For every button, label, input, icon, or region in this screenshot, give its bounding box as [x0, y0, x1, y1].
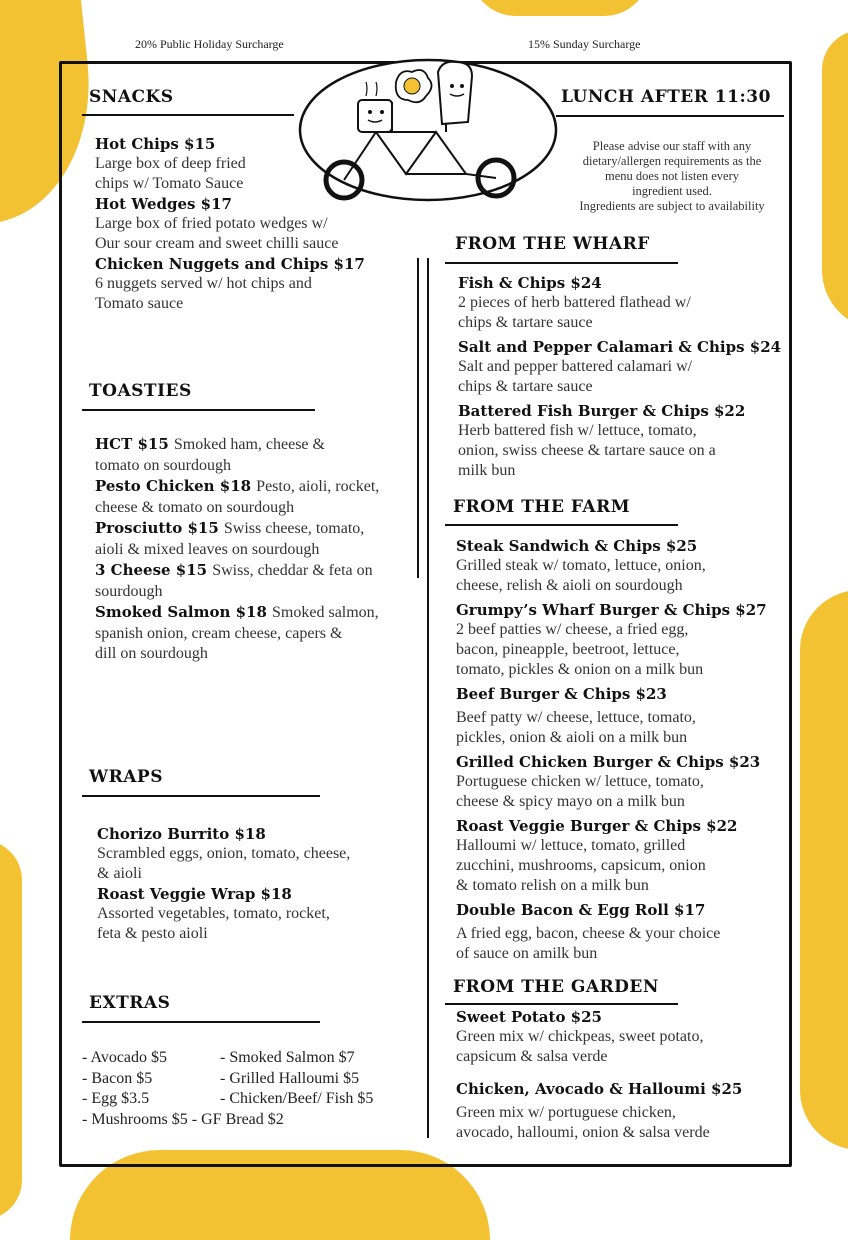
item-desc: 2 pieces of herb battered flathead w/ [458, 294, 691, 311]
item-desc: chips w/ Tomato Sauce [95, 175, 244, 192]
sunday-surcharge: 15% Sunday Surcharge [528, 37, 641, 51]
menu-item [458, 273, 788, 333]
advice-line: ingredient used. [632, 184, 712, 198]
toasties-heading: TOASTIES [89, 381, 192, 401]
wharf-rule [445, 262, 678, 264]
item-name: Fish & Chips $24 [458, 274, 602, 292]
item-desc: Green mix w/ portuguese chicken, [456, 1104, 676, 1121]
item-desc: Green mix w/ chickpeas, sweet potato, [456, 1028, 704, 1045]
item-desc: Grilled steak w/ tomato, lettuce, onion, [456, 557, 706, 574]
item-name: Steak Sandwich & Chips $25 [456, 537, 698, 555]
item-desc: Smoked salmon, [272, 604, 379, 621]
decor-blob-top-center [470, 0, 650, 16]
menu-item [95, 560, 415, 582]
item-desc: tomato on sourdough [95, 456, 231, 474]
wraps-list [97, 824, 417, 944]
item-name: Salt and Pepper Calamari & Chips $24 [458, 338, 782, 356]
extra-item: - Avocado $5 [82, 1049, 168, 1066]
menu-item [456, 752, 796, 812]
item-desc: bacon, pineapple, beetroot, lettuce, [456, 641, 680, 658]
extra-item: - Bacon $5 [82, 1069, 153, 1087]
item-desc: Herb battered fish w/ lettuce, tomato, [458, 422, 697, 439]
item-desc: cheese & spicy mayo on a milk bun [456, 793, 685, 810]
toasties-list [95, 434, 415, 665]
item-name: Pesto Chicken $18 [95, 477, 252, 495]
advice-line: Ingredients are subject to availability [579, 199, 765, 213]
item-desc: zucchini, mushrooms, capsicum, onion [456, 857, 706, 874]
decor-blob-right [800, 590, 848, 1150]
item-name: Hot Wedges $17 [95, 195, 232, 213]
item-desc: 2 beef patties w/ cheese, a fried egg, [456, 621, 689, 638]
extras-heading: EXTRAS [89, 993, 171, 1013]
item-desc: dill on sourdough [95, 645, 208, 662]
item-desc: Swiss, cheddar & feta on [212, 562, 373, 579]
extra-item: - Chicken/Beef/ Fish $5 [220, 1090, 374, 1107]
item-name: HCT $15 [95, 435, 169, 453]
advice-line: Please advise our staff with any [592, 139, 752, 153]
item-desc: & aioli [97, 865, 142, 882]
wharf-heading: FROM THE WHARF [455, 234, 650, 254]
item-desc: A fried egg, bacon, cheese & your choice [456, 925, 721, 942]
item-desc: Beef patty w/ cheese, lettuce, tomato, [456, 709, 696, 726]
item-name: Chicken, Avocado & Halloumi $25 [456, 1080, 743, 1098]
column-divider-right [427, 258, 429, 1138]
item-desc: chips & tartare sauce [458, 378, 593, 395]
item-desc: Portuguese chicken w/ lettuce, tomato, [456, 773, 704, 790]
item-name: Grumpy’s Wharf Burger & Chips $27 [456, 601, 767, 619]
extras-col-2 [220, 1048, 420, 1110]
item-desc: onion, swiss cheese & tartare sauce on a [458, 442, 716, 459]
item-desc: Halloumi w/ lettuce, tomato, grilled [456, 837, 686, 854]
item-name: Grilled Chicken Burger & Chips $23 [456, 753, 761, 771]
menu-item [456, 536, 796, 596]
advice-line: menu does not listen every [605, 169, 739, 183]
wraps-heading: WRAPS [89, 767, 163, 787]
item-name: Roast Veggie Wrap $18 [97, 885, 292, 903]
lunch-rule [556, 115, 784, 117]
menu-item [456, 600, 796, 680]
item-desc: Our sour cream and sweet chilli sauce [95, 235, 339, 252]
item-name: Roast Veggie Burger & Chips $22 [456, 817, 738, 835]
menu-item [456, 1007, 796, 1067]
menu-item [95, 134, 415, 194]
dietary-advice [556, 139, 788, 214]
farm-list [456, 536, 796, 964]
farm-heading: FROM THE FARM [453, 497, 631, 517]
item-desc: of sauce on amilk bun [456, 945, 598, 962]
decor-blob-left [0, 840, 22, 1220]
extra-item: - Mushrooms $5 - GF Bread $2 [82, 1110, 284, 1128]
item-desc: cheese & tomato on sourdough [95, 498, 295, 516]
item-desc: aioli & mixed leaves on sourdough [95, 540, 320, 558]
item-desc: Tomato sauce [95, 295, 184, 312]
lunch-heading: LUNCH AFTER 11:30 [561, 87, 771, 107]
item-desc: tomato, pickles & onion on a milk bun [456, 661, 704, 678]
menu-item [458, 401, 788, 481]
item-desc: Large box of fried potato wedges w/ [95, 215, 328, 232]
wharf-list [458, 273, 788, 481]
item-desc: avocado, halloumi, onion & salsa verde [456, 1124, 710, 1141]
item-name: Smoked Salmon $18 [95, 603, 267, 621]
garden-list [456, 1007, 796, 1143]
farm-rule [445, 524, 678, 526]
item-name: Beef Burger & Chips $23 [456, 685, 667, 703]
column-divider-left [417, 258, 419, 578]
item-desc: 6 nuggets served w/ hot chips and [95, 275, 312, 292]
wraps-rule [82, 795, 320, 797]
garden-heading: FROM THE GARDEN [453, 977, 659, 997]
menu-item [458, 337, 788, 397]
item-desc: spanish onion, cream cheese, capers & [95, 624, 343, 642]
menu-item [456, 900, 796, 964]
item-name: Double Bacon & Egg Roll $17 [456, 901, 706, 919]
item-desc: cheese, relish & aioli on sourdough [456, 577, 683, 594]
item-desc: feta & pesto aioli [97, 925, 208, 942]
decor-blob-top-right [822, 30, 848, 330]
extra-item: - Egg $3.5 [82, 1090, 150, 1107]
item-name: Chorizo Burrito $18 [97, 825, 266, 843]
item-desc: chips & tartare sauce [458, 314, 593, 331]
item-name: Battered Fish Burger & Chips $22 [458, 402, 746, 420]
item-desc: Pesto, aioli, rocket, [256, 478, 380, 495]
garden-rule [445, 1003, 678, 1005]
menu-item [95, 476, 415, 498]
advice-line: dietary/allergen requirements as the [582, 154, 762, 168]
snacks-rule [82, 114, 294, 116]
item-desc: milk bun [458, 462, 516, 479]
snacks-heading: SNACKS [89, 87, 174, 107]
menu-item [95, 602, 415, 624]
item-name: Chicken Nuggets and Chips $17 [95, 255, 365, 273]
snacks-list [95, 134, 415, 314]
item-desc: sourdough [95, 582, 163, 600]
menu-item [456, 816, 796, 896]
menu-item [97, 884, 417, 944]
item-desc: capsicum & salsa verde [456, 1048, 608, 1065]
item-name: 3 Cheese $15 [95, 561, 208, 579]
menu-item [95, 434, 415, 456]
menu-item [95, 254, 415, 314]
holiday-surcharge: 20% Public Holiday Surcharge [135, 37, 284, 51]
extras-rule [82, 1021, 320, 1023]
toasties-rule [82, 409, 315, 411]
item-desc: Assorted vegetables, tomato, rocket, [97, 905, 330, 922]
menu-item [95, 518, 415, 540]
menu-item [456, 684, 796, 748]
item-name: Prosciutto $15 [95, 519, 219, 537]
item-name: Sweet Potato $25 [456, 1008, 602, 1026]
item-desc: Salt and pepper battered calamari w/ [458, 358, 693, 375]
item-desc: Smoked ham, cheese & [173, 436, 325, 453]
menu-item [97, 824, 417, 884]
extra-item: - Smoked Salmon $7 [220, 1049, 355, 1066]
item-desc: Swiss cheese, tomato, [223, 520, 365, 537]
menu-item [95, 194, 415, 254]
menu-item [456, 1079, 796, 1143]
item-name: Hot Chips $15 [95, 135, 216, 153]
item-desc: pickles, onion & aioli on a milk bun [456, 729, 688, 746]
item-desc: & tomato relish on a milk bun [456, 877, 649, 894]
item-desc: Large box of deep fried [95, 155, 246, 172]
item-desc: Scrambled eggs, onion, tomato, cheese, [97, 845, 351, 862]
extra-item: - Grilled Halloumi $5 [220, 1069, 360, 1087]
